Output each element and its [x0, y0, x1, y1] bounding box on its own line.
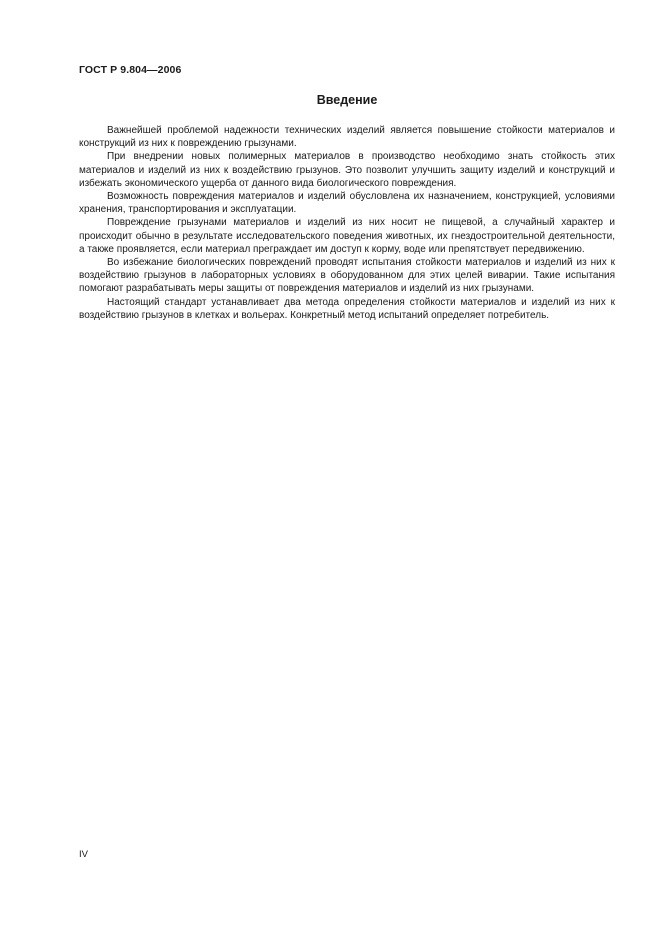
paragraph: Настоящий стандарт устанавливает два метода определения стойкости материалов и изделий из них к воздействию грызунов в клетках и вольерах. Конкретный метод испытаний определяет потребитель.: [79, 296, 615, 321]
paragraph: При внедрении новых полимерных материалов в производство необходимо знать стойкость этих материалов и изделий из них к воздействию грызунов. Это позволит улучшить защиту изделий и конструкций и избежать экономического ущерба от данного вида биологического повреждения.: [79, 151, 615, 189]
paragraph: Во избежание биологических повреждений проводят испытания стойкости материалов и изделий из них к воздействию грызунов в лабораторных условиях в оборудованном для этих целей виварии. Такие испытания помогают разрабатывать меры защиты от повреждения материалов и изделий из них грызунами.: [79, 257, 615, 295]
paragraph: Возможность повреждения материалов и изделий обусловлена их назначением, конструкцией, условиями хранения, транспортирования и эксплуатации.: [79, 191, 615, 216]
standard-header: ГОСТ Р 9.804—2006: [79, 64, 182, 76]
introduction-body: [79, 124, 615, 322]
page-number: IV: [79, 849, 88, 860]
paragraph: Повреждение грызунами материалов и изделий из них носит не пищевой, а случайный характер и происходит обычно в результате исследовательского поведения животных, их гнездостроительной деятельности, а также проявляется, если материал преграждает им доступ к корму, воде или препятствует передвижению.: [79, 217, 615, 255]
section-title: Введение: [316, 93, 378, 107]
paragraph: Важнейшей проблемой надежности технических изделий является повышение стойкости материалов и конструкций из них к повреждению грызунами.: [79, 125, 615, 150]
